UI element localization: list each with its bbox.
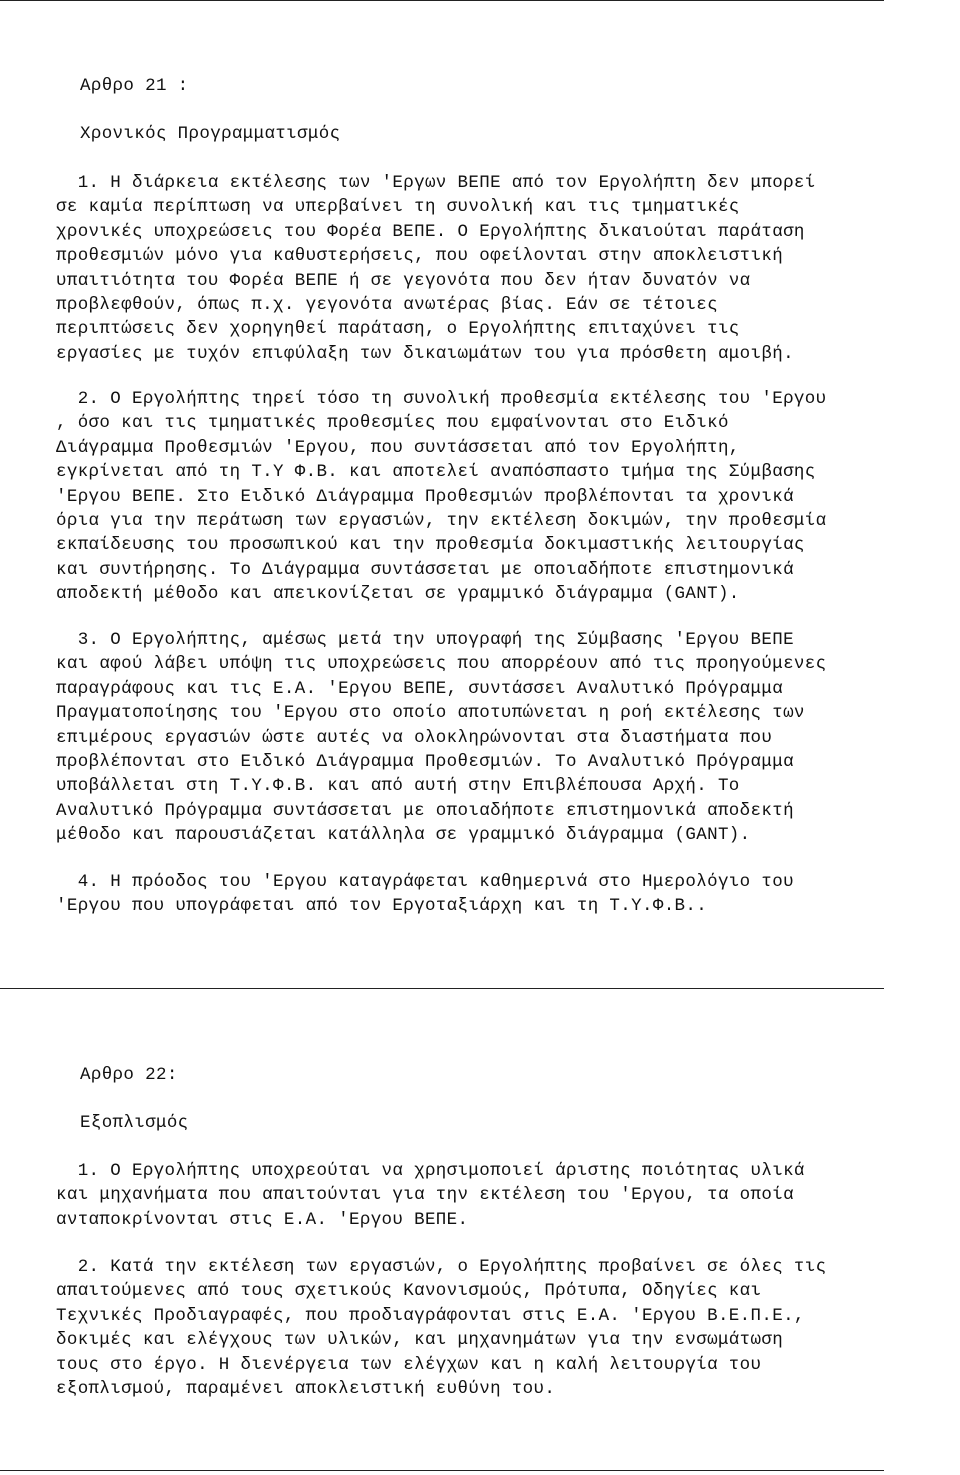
article-21-paragraph-1: 1. Η διάρκεια εκτέλεσης των 'Εργων ΒΕΠΕ από τον Εργολήπτη δεν μπορεί σε καμία περίπτωση να υπερβαίνει τη συνολική και τις τμηματικές χρονικές υποχρεώσεις του Φορέα ΒΕΠΕ. Ο Εργολήπτης δικαιούται παράταση προθεσμιών μόνο για καθυστερήσεις, που οφείλονται στην αποκλειστική υπαιτιότητα του Φορέα ΒΕΠΕ ή σε γεγονότα που δεν ήταν δυνατόν να προβλεφθούν, όπως π.χ. γεγονότα ανωτέρας βίας. Εάν σε τέτοιες περιπτώσεις δεν χορηγηθεί παράταση, ο Εργολήπτης επιταχύνει τις εργασίες με τυχόν επιφύλαξη των δικαιωμάτων του για πρόσθετη αμοιβή. [56,173,816,364]
article-22-paragraph-2: 2. Κατά την εκτέλεση των εργασιών, ο Εργολήπτης προβαίνει σε όλες τις απαιτούμενες από τους σχετικούς Κανονισμούς, Πρότυπα, Οδηγίες και Τεχνικές Προδιαγραφές, που προδιαγράφονται στις Ε.Α. 'Εργου Β.Ε.Π.Ε., δοκιμές και ελέγχους των υλικών, και μηχανημάτων για την ενσωμάτωση τους στο έργο. Η διενέργεια των ελέγχων και η καλή λειτουργία του εξοπλισμού, παραμένει αποκλειστική ευθύνη του. [56,1257,827,1400]
section-divider [0,988,884,989]
article-22-subtitle: Εξοπλισμός [80,1113,189,1133]
article-21-paragraph-3: 3. Ο Εργολήπτης, αμέσως μετά την υπογραφή της Σύμβασης 'Εργου ΒΕΠΕ και αφού λάβει υπόψη τις υποχρεώσεις που απορρέουν από τις προηγούμενες παραγράφους και τις Ε.Α. 'Εργου ΒΕΠΕ, συντάσσει Αναλυτικό Πρόγραμμα Πραγματοποίησης του 'Εργου στο οποίο αποτυπώνεται η ροή εκτέλεσης των επιμέρους εργασιών ώστε αυτές να ολοκληρώνονται στα διαστήματα που προβλέπονται στο Ειδικό Διάγραμμα Προθεσμιών. Το Αναλυτικό Πρόγραμμα υποβάλλεται στη Τ.Υ.Φ.Β. και από αυτή στην Επιβλέπουσα Αρχή. Το Αναλυτικό Πρόγραμμα συντάσσεται με οποιαδήποτε επιστημονικά αποδεκτή μέθοδο και παρουσιάζεται κατάλληλα σε γραμμικό διάγραμμα (GANT). [56,630,827,846]
article-22-paragraph-1: 1. Ο Εργολήπτης υποχρεούται να χρησιμοποιεί άριστης ποιότητας υλικά και μηχανήματα που απαιτούνται για την εκτέλεση του 'Εργου, τα οποία ανταποκρίνονται στις Ε.Α. 'Εργου ΒΕΠΕ. [56,1161,805,1230]
article-21-subtitle: Χρονικός Προγραμματισμός [80,124,341,144]
article-21-title: Αρθρο 21 : [80,76,189,96]
top-divider [0,0,884,1]
article-22-title: Αρθρο 22: [80,1065,178,1085]
bottom-divider [0,1470,884,1471]
article-21-paragraph-4: 4. Η πρόοδος του 'Εργου καταγράφεται καθημερινά στο Ημερολόγιο του 'Εργου που υπογράφεται από τον Εργοταξιάρχη και τη Τ.Υ.Φ.Β.. [56,872,794,917]
article-21-paragraph-2: 2. Ο Εργολήπτης τηρεί τόσο τη συνολική προθεσμία εκτέλεσης του 'Εργου , όσο και τις τμηματικές προθεσμίες που εμφαίνονται στο Ειδικό Διάγραμμα Προθεσμιών 'Εργου, που συντάσσεται από τον Εργολήπτη, εγκρίνεται από τη Τ.Υ Φ.Β. και αποτελεί αναπόσπαστο τμήμα της Σύμβασης 'Εργου ΒΕΠΕ. Στο Ειδικό Διάγραμμα Προθεσμιών προβλέπονται τα χρονικά όρια για την περάτωση των εργασιών, την εκτέλεση δοκιμών, την προθεσμία εκπαίδευσης του προσωπικού και την προθεσμία δοκιμαστικής λειτουργίας και συντήρησης. Το Διάγραμμα συντάσσεται με οποιαδήποτε επιστημονικά αποδεκτή μέθοδο και απεικονίζεται σε γραμμικό διάγραμμα (GANT). [56,389,827,605]
